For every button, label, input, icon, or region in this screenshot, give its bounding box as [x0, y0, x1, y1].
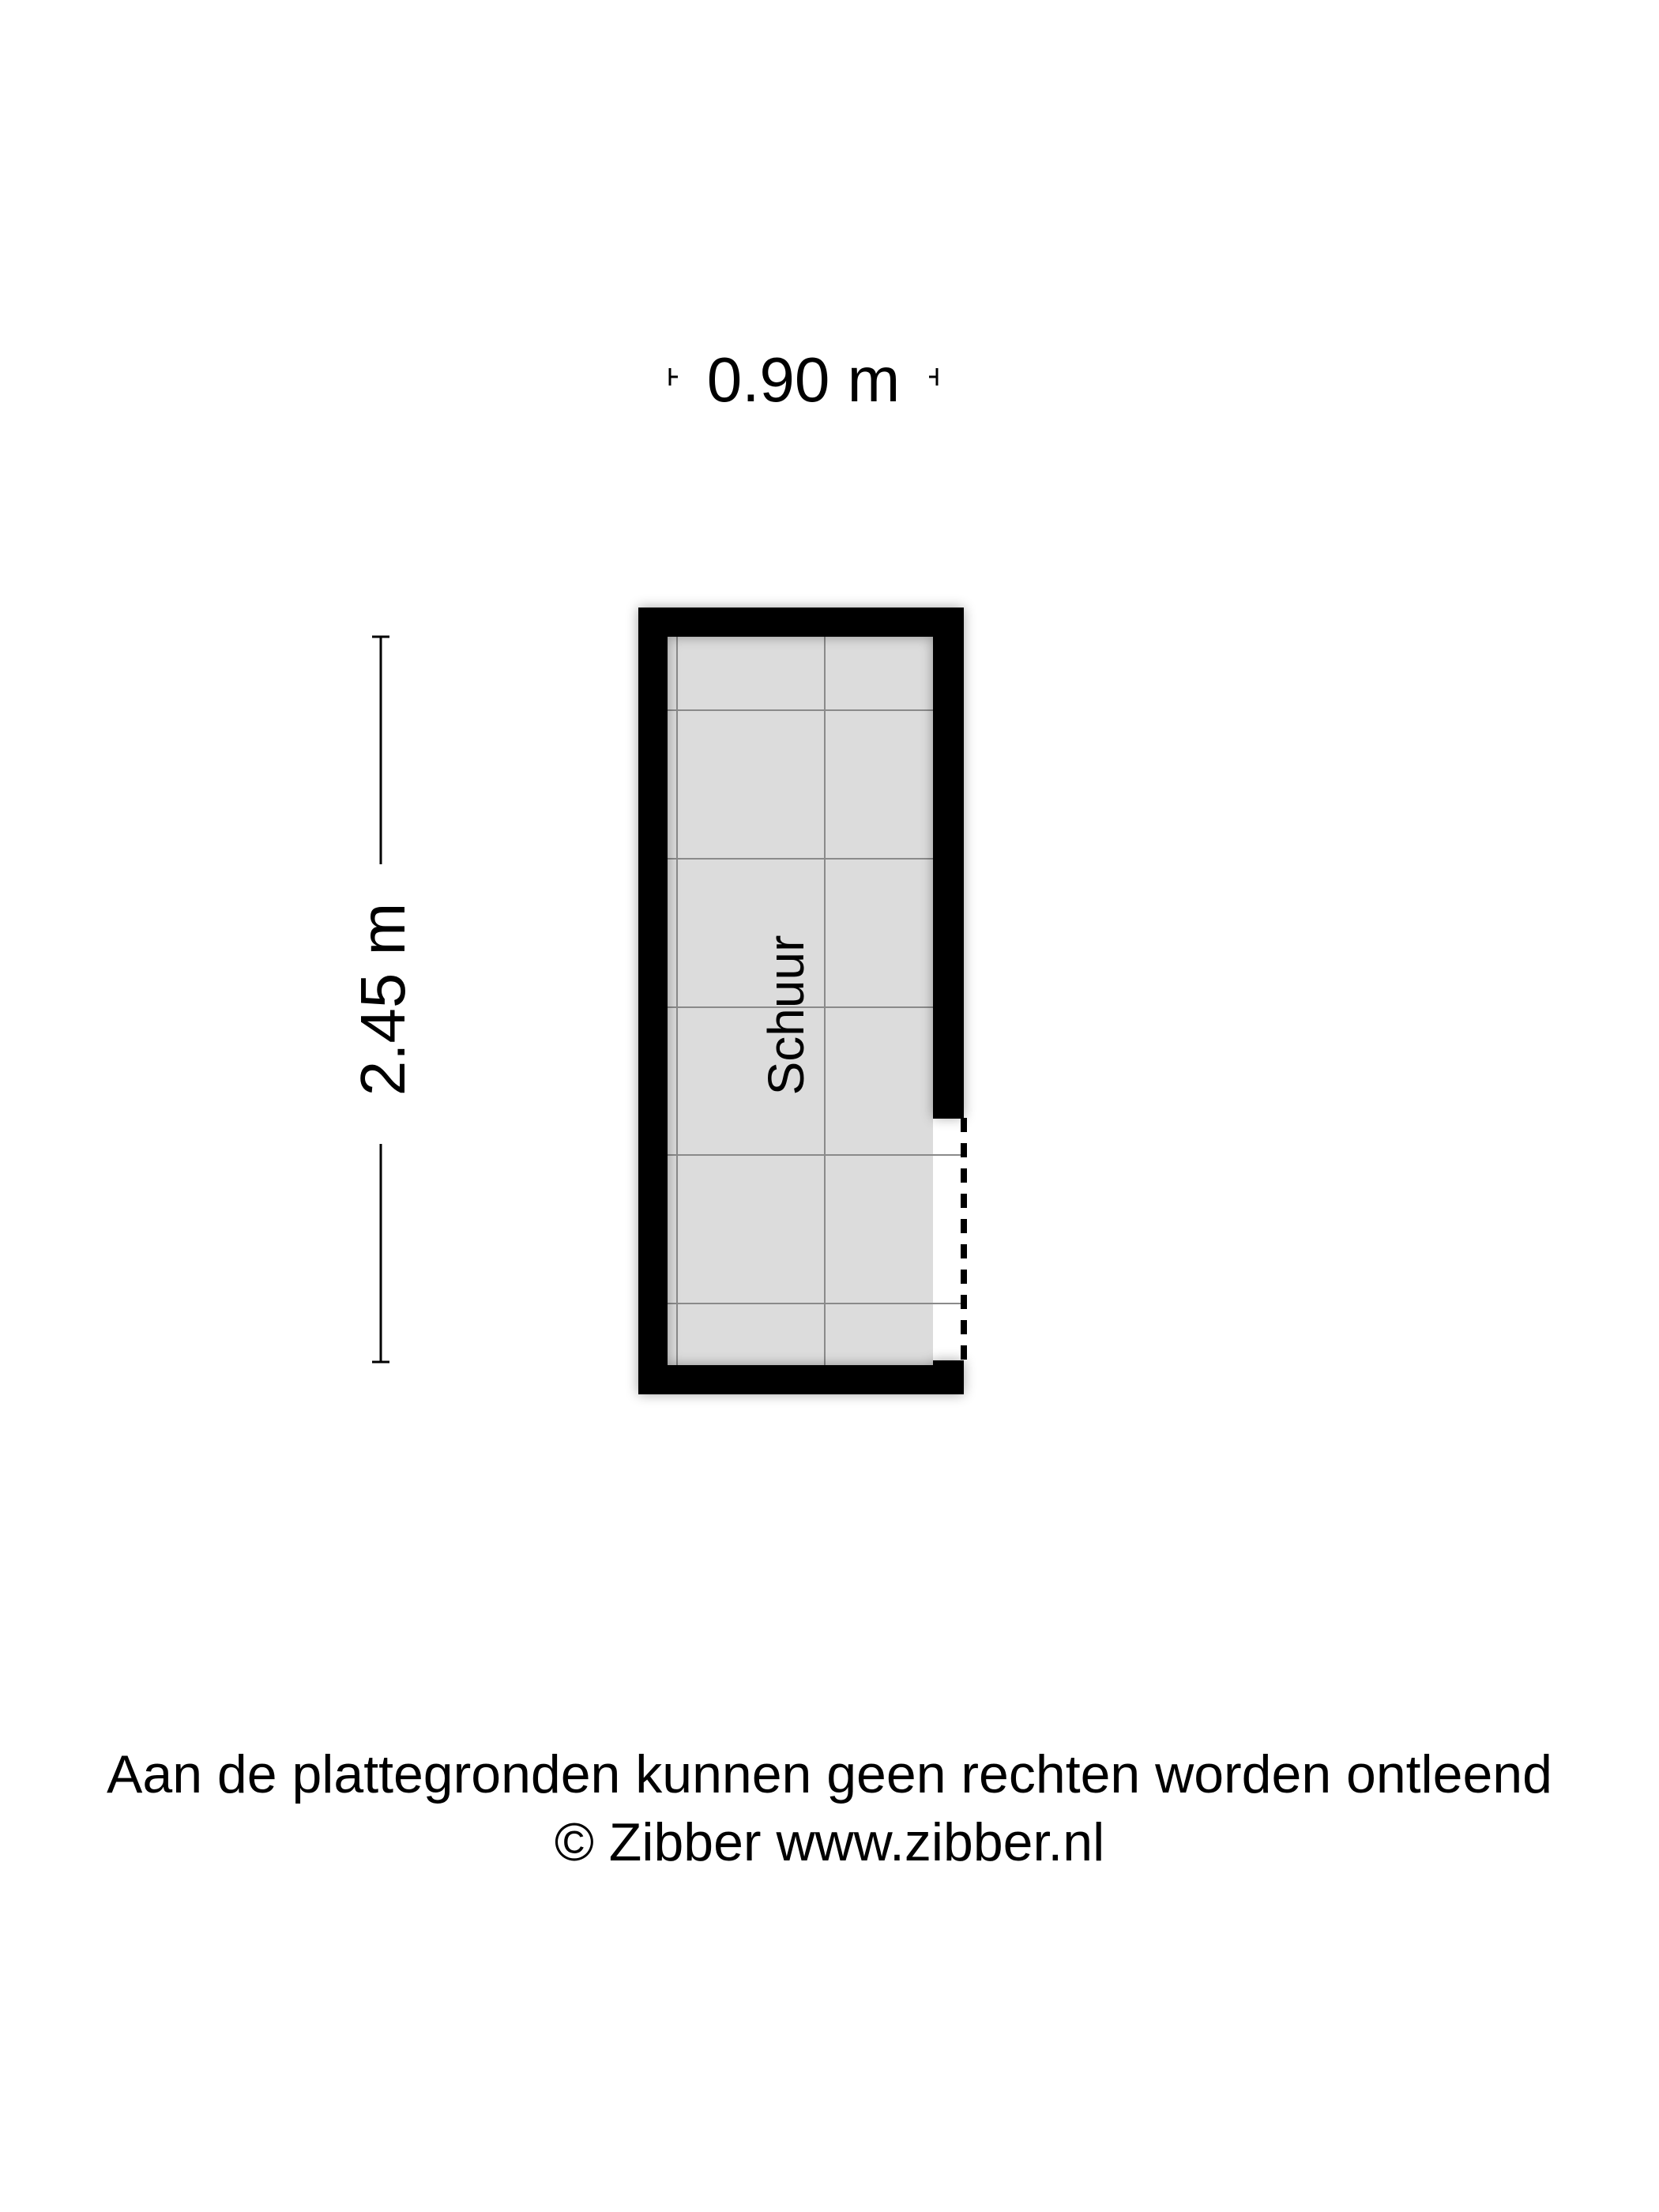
wall-bottom [638, 1365, 964, 1394]
width-dimension-label: 0.90 m [706, 344, 901, 415]
height-dimension-label: 2.45 m [348, 902, 418, 1097]
wall-right-lower [933, 1360, 964, 1394]
wall-left [638, 608, 668, 1394]
room-label: Schuur [758, 935, 814, 1096]
disclaimer-text: Aan de plattegronden kunnen geen rechten worden ontleend [107, 1744, 1552, 1804]
room-schuur [638, 608, 964, 1394]
wall-top [638, 608, 964, 637]
copyright-text: © Zibber www.zibber.nl [554, 1812, 1105, 1872]
wall-right-upper [933, 608, 964, 1118]
height-dimension [348, 637, 418, 1362]
width-dimension [670, 344, 937, 415]
